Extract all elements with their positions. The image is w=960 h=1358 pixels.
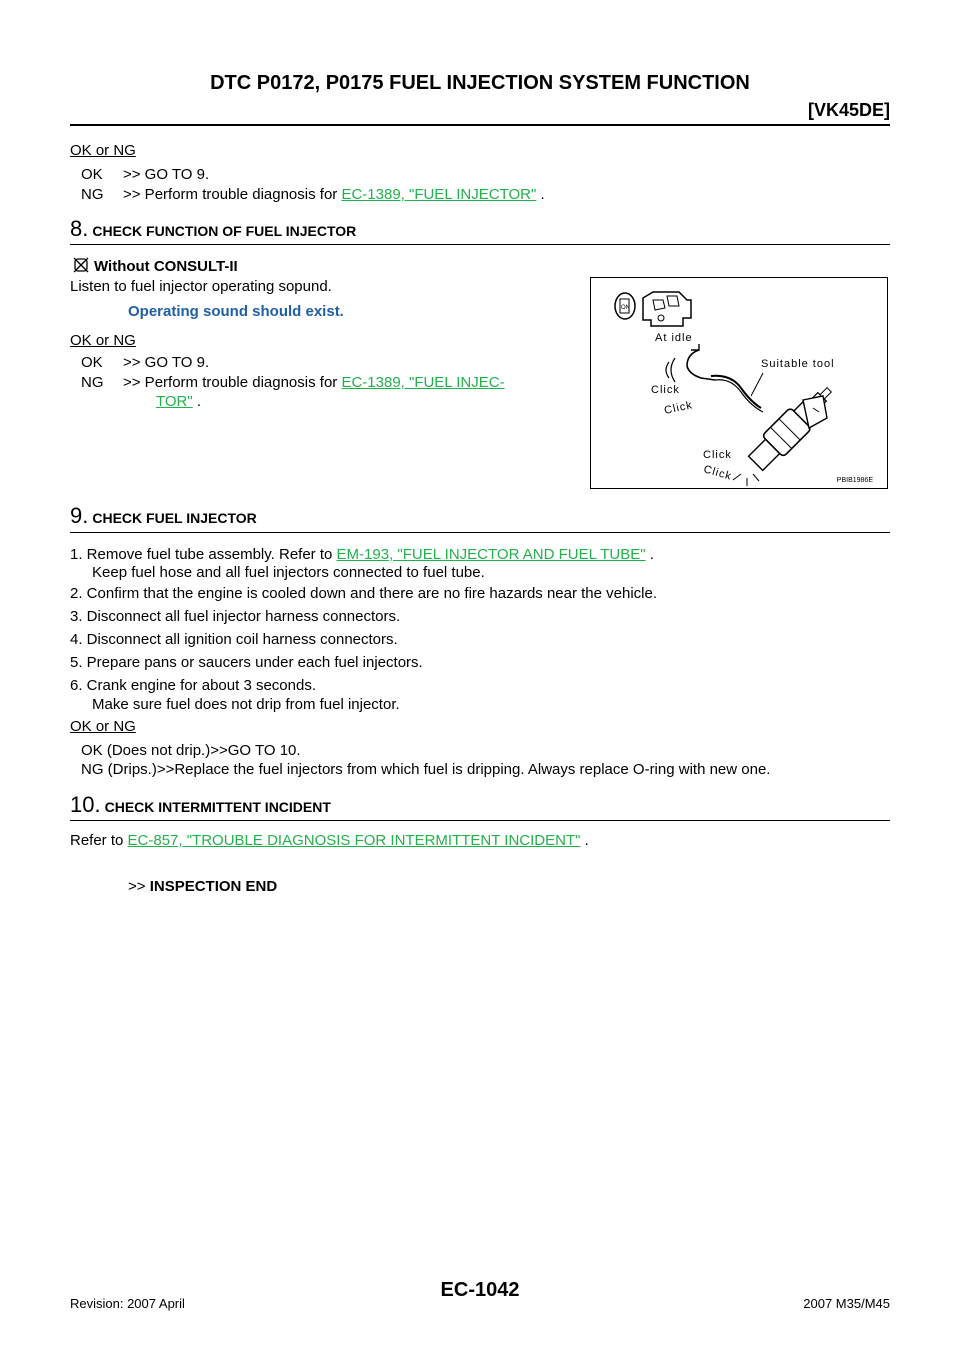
- list-item: 3. Disconnect all fuel injector harness connectors.: [70, 608, 401, 625]
- ng-label: NG: [81, 186, 104, 203]
- list-item: 4. Disconnect all ignition coil harness connectors.: [70, 631, 398, 648]
- ng-text: >> Perform trouble diagnosis for: [123, 374, 338, 391]
- list-item-cont: Keep fuel hose and all fuel injectors connected to fuel tube.: [92, 564, 485, 581]
- list-item: 2. Confirm that the engine is cooled down and there are no fire hazards near the vehicle.: [70, 585, 658, 602]
- inspection-end-line: [128, 877, 277, 897]
- ref-link-intermittent-incident[interactable]: EC-857, "TROUBLE DIAGNOSIS FOR INTERMITTENT INCIDENT": [127, 832, 581, 849]
- ok-result: [81, 353, 209, 373]
- ref-link-fuel-injector[interactable]: EC-1389, "FUEL INJEC-: [341, 374, 505, 391]
- list-item: 5. Prepare pans or saucers under each fuel injectors.: [70, 654, 423, 671]
- page-number: EC-1042: [440, 1279, 520, 1301]
- consult-crossed-icon: [72, 257, 90, 273]
- arrow-text: >>: [128, 878, 146, 895]
- ref-link-fuel-injector[interactable]: EC-1389, "FUEL INJECTOR": [341, 186, 537, 203]
- ng-tail: .: [196, 393, 202, 410]
- list-item: 6. Crank engine for about 3 seconds.: [70, 677, 316, 694]
- ok-text: >> GO TO 9.: [123, 354, 210, 371]
- ok-or-ng-label: OK or NG: [70, 718, 136, 735]
- ok-label: OK: [81, 354, 103, 371]
- ng-result: [81, 373, 505, 393]
- step-number: 10.: [70, 792, 101, 817]
- step-number: 9.: [70, 503, 89, 528]
- without-consult: Without CONSULT-II: [94, 258, 238, 275]
- ok-or-ng-label: OK or NG: [70, 332, 136, 349]
- step-rule: [70, 820, 890, 821]
- ok-text: >> GO TO 9.: [123, 166, 210, 183]
- revision: Revision: 2007 April: [70, 1296, 185, 1311]
- refer-text: Refer to: [70, 832, 124, 849]
- ok-label: OK: [81, 166, 103, 183]
- svg-text:At idle: At idle: [655, 332, 693, 344]
- svg-text:Suitable tool: Suitable tool: [761, 358, 835, 370]
- ng-result-cont: [156, 392, 201, 412]
- svg-text:ON: ON: [621, 305, 630, 311]
- ref-link-fuel-tube[interactable]: EM-193, "FUEL INJECTOR AND FUEL TUBE": [336, 546, 646, 563]
- refer-line: [70, 831, 589, 851]
- model: 2007 M35/M45: [803, 1296, 890, 1311]
- svg-text:Click: Click: [663, 399, 694, 417]
- ok-result: OK (Does not drip.)>>GO TO 10.: [81, 742, 301, 759]
- ng-label: NG: [81, 374, 104, 391]
- svg-text:Click: Click: [702, 463, 734, 483]
- refer-tail: .: [584, 832, 589, 849]
- ok-result: [81, 165, 209, 185]
- step-title: CHECK INTERMITTENT INCIDENT: [104, 799, 331, 815]
- svg-text:Click: Click: [651, 384, 680, 396]
- step-rule: [70, 532, 890, 533]
- listen-instruction: Listen to fuel injector operating sopund.: [70, 278, 332, 295]
- ref-link-fuel-injector-cont[interactable]: TOR": [156, 393, 193, 410]
- step-number: 8.: [70, 216, 89, 241]
- ng-tail: .: [540, 186, 545, 203]
- step-10-heading: [70, 792, 331, 818]
- step-title: CHECK FUNCTION OF FUEL INJECTOR: [92, 223, 357, 239]
- spec-text: Operating sound should exist.: [128, 303, 344, 320]
- injector-figure: [590, 277, 888, 489]
- svg-text:Click: Click: [703, 449, 732, 461]
- ng-result: NG (Drips.)>>Replace the fuel injectors from which fuel is dripping. Always replace O-ring with new one.: [81, 761, 771, 778]
- ignition-key-icon: [615, 293, 635, 319]
- step-9-heading: [70, 503, 257, 529]
- engine-icon: [643, 292, 691, 326]
- step-rule: [70, 244, 890, 245]
- item-text: 1. Remove fuel tube assembly. Refer to: [70, 546, 333, 563]
- item-tail: .: [649, 546, 654, 563]
- list-item: [70, 545, 654, 565]
- engine-code: [VK45DE]: [807, 100, 890, 120]
- header-rule: [70, 124, 890, 126]
- step-title: CHECK FUEL INJECTOR: [92, 510, 257, 526]
- ng-result: [81, 185, 545, 205]
- inspection-end: INSPECTION END: [149, 878, 278, 895]
- ok-or-ng-label: OK or NG: [70, 142, 136, 159]
- figure-code: PBIB1986E: [836, 477, 873, 484]
- ng-text: >> Perform trouble diagnosis for: [123, 186, 338, 203]
- fuel-injector-icon: [745, 379, 840, 474]
- list-item-cont: Make sure fuel does not drip from fuel injector.: [92, 696, 400, 713]
- injector-illustration: [591, 278, 886, 487]
- page-title: DTC P0172, P0175 FUEL INJECTION SYSTEM FUNCTION: [210, 72, 750, 94]
- without-consult-line: [70, 257, 238, 277]
- step-8-heading: [70, 216, 356, 242]
